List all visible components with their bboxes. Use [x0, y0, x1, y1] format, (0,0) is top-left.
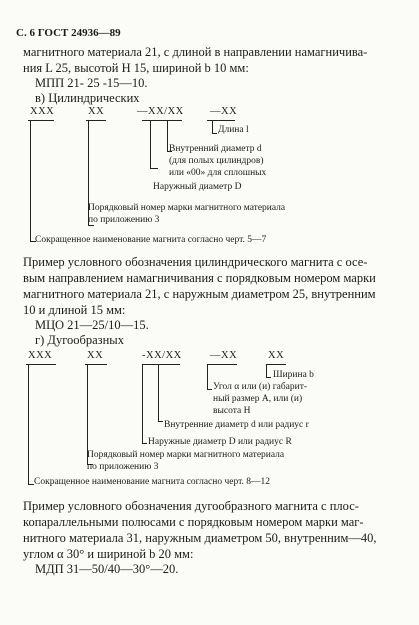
label-b-inner-3: или «00» для сплошных — [169, 168, 267, 178]
para2-line3: магнитного материала 21, с наружным диаметром 25, внутренним — [23, 287, 376, 301]
bracket-b-3a — [150, 121, 151, 168]
para2-example: МЦО 21—25/10—15. — [35, 318, 149, 332]
code-b-1: XXX — [30, 106, 55, 117]
code-b-1-underline — [28, 120, 54, 121]
code-b-2: XX — [88, 106, 105, 117]
code-b-4: —XX — [210, 106, 238, 117]
label-b-name: Сокращенное наименование магнита согласно черт. 5—7 — [35, 235, 267, 245]
label-g-angle-2: ный размер A, или (и) — [213, 394, 303, 404]
para2-line2: вым направлением намагничивания с порядковым номером марки — [23, 271, 376, 285]
label-b-inner: Внутренний диаметр d — [169, 144, 262, 154]
label-g-grade-2: по приложению 3 — [87, 462, 159, 472]
label-g-grade: Порядковый номер марки магнитного материала — [87, 450, 285, 460]
para3-line3: нитного материала 31, наружным диаметром 50, внутренним—40, — [23, 531, 377, 545]
label-g-angle-3: высота H — [213, 406, 251, 416]
code-g-4: —XX — [210, 350, 238, 361]
section-g-heading: г) Дугообразных — [35, 333, 124, 347]
code-g-5-underline — [266, 364, 286, 365]
bracket-b-3b — [167, 121, 168, 151]
para3-example: МДП 31—50/40—30°—20. — [35, 562, 179, 576]
label-b-outer: Наружный диаметр D — [153, 182, 242, 192]
code-b-3-underline — [142, 120, 182, 121]
label-g-width: Ширина b — [273, 370, 314, 380]
bracket-b-1 — [30, 121, 31, 241]
label-b-length: Длина l — [218, 125, 249, 135]
section-b-heading: в) Цилиндрических — [35, 91, 140, 105]
code-b-3: —XX/XX — [137, 106, 184, 117]
label-b-grade: Порядковый номер марки магнитного материала — [88, 203, 286, 213]
tick-b-length — [212, 133, 217, 134]
tick-b-outer — [150, 168, 158, 169]
para1-line1: магнитного материала 21, с длиной в направлении намагничива- — [23, 45, 368, 59]
para2-line1: Пример условного обозначения цилиндрического магнита с осе- — [23, 255, 368, 269]
page-header: С. 6 ГОСТ 24936—89 — [16, 27, 121, 39]
para3-line1: Пример условного обозначения дугообразного магнита с плос- — [23, 499, 359, 513]
para3-line2: копараллельными полюсами с порядковым номером марки маг- — [23, 515, 364, 529]
code-g-1: XXX — [28, 350, 53, 361]
tick-g-angle — [207, 389, 212, 390]
code-g-5: XX — [268, 350, 285, 361]
bracket-g-3a — [142, 365, 143, 443]
tick-g-width — [266, 377, 271, 378]
code-g-4-underline — [207, 364, 237, 365]
code-g-2: XX — [87, 350, 104, 361]
bracket-g-3b — [158, 365, 159, 421]
tick-g-outer — [142, 443, 147, 444]
code-b-2-underline — [86, 120, 106, 121]
bracket-b-4 — [212, 121, 213, 133]
bracket-g-5 — [266, 365, 267, 377]
label-g-name: Сокращенное наименование магнита согласно черт. 8—12 — [34, 477, 271, 487]
bracket-g-4 — [207, 365, 208, 389]
para1-example: МПП 21- 25 -15—10. — [35, 76, 148, 90]
code-g-1-underline — [26, 364, 56, 365]
para3-line4: углом α 30° и шириной b 20 мм: — [23, 547, 194, 561]
para1-line2: ния L 25, высотой H 15, шириной b 10 мм: — [23, 61, 249, 75]
label-b-inner-2: (для полых цилиндров) — [169, 156, 264, 166]
label-b-grade-2: по приложению 3 — [88, 215, 160, 225]
code-g-2-underline — [85, 364, 107, 365]
code-g-3: -XX/XX — [142, 350, 182, 361]
label-g-angle: Угол α или (и) габарит- — [213, 382, 308, 392]
bracket-g-1 — [28, 365, 29, 484]
label-g-inner: Внутренние диаметр d или радиус r — [164, 420, 309, 430]
code-g-3-underline — [142, 364, 180, 365]
label-g-outer: Наружные диаметр D или радиус R — [148, 437, 292, 447]
para2-line4: 10 и длиной 15 мм: — [23, 303, 126, 317]
tick-g-inner — [158, 421, 163, 422]
